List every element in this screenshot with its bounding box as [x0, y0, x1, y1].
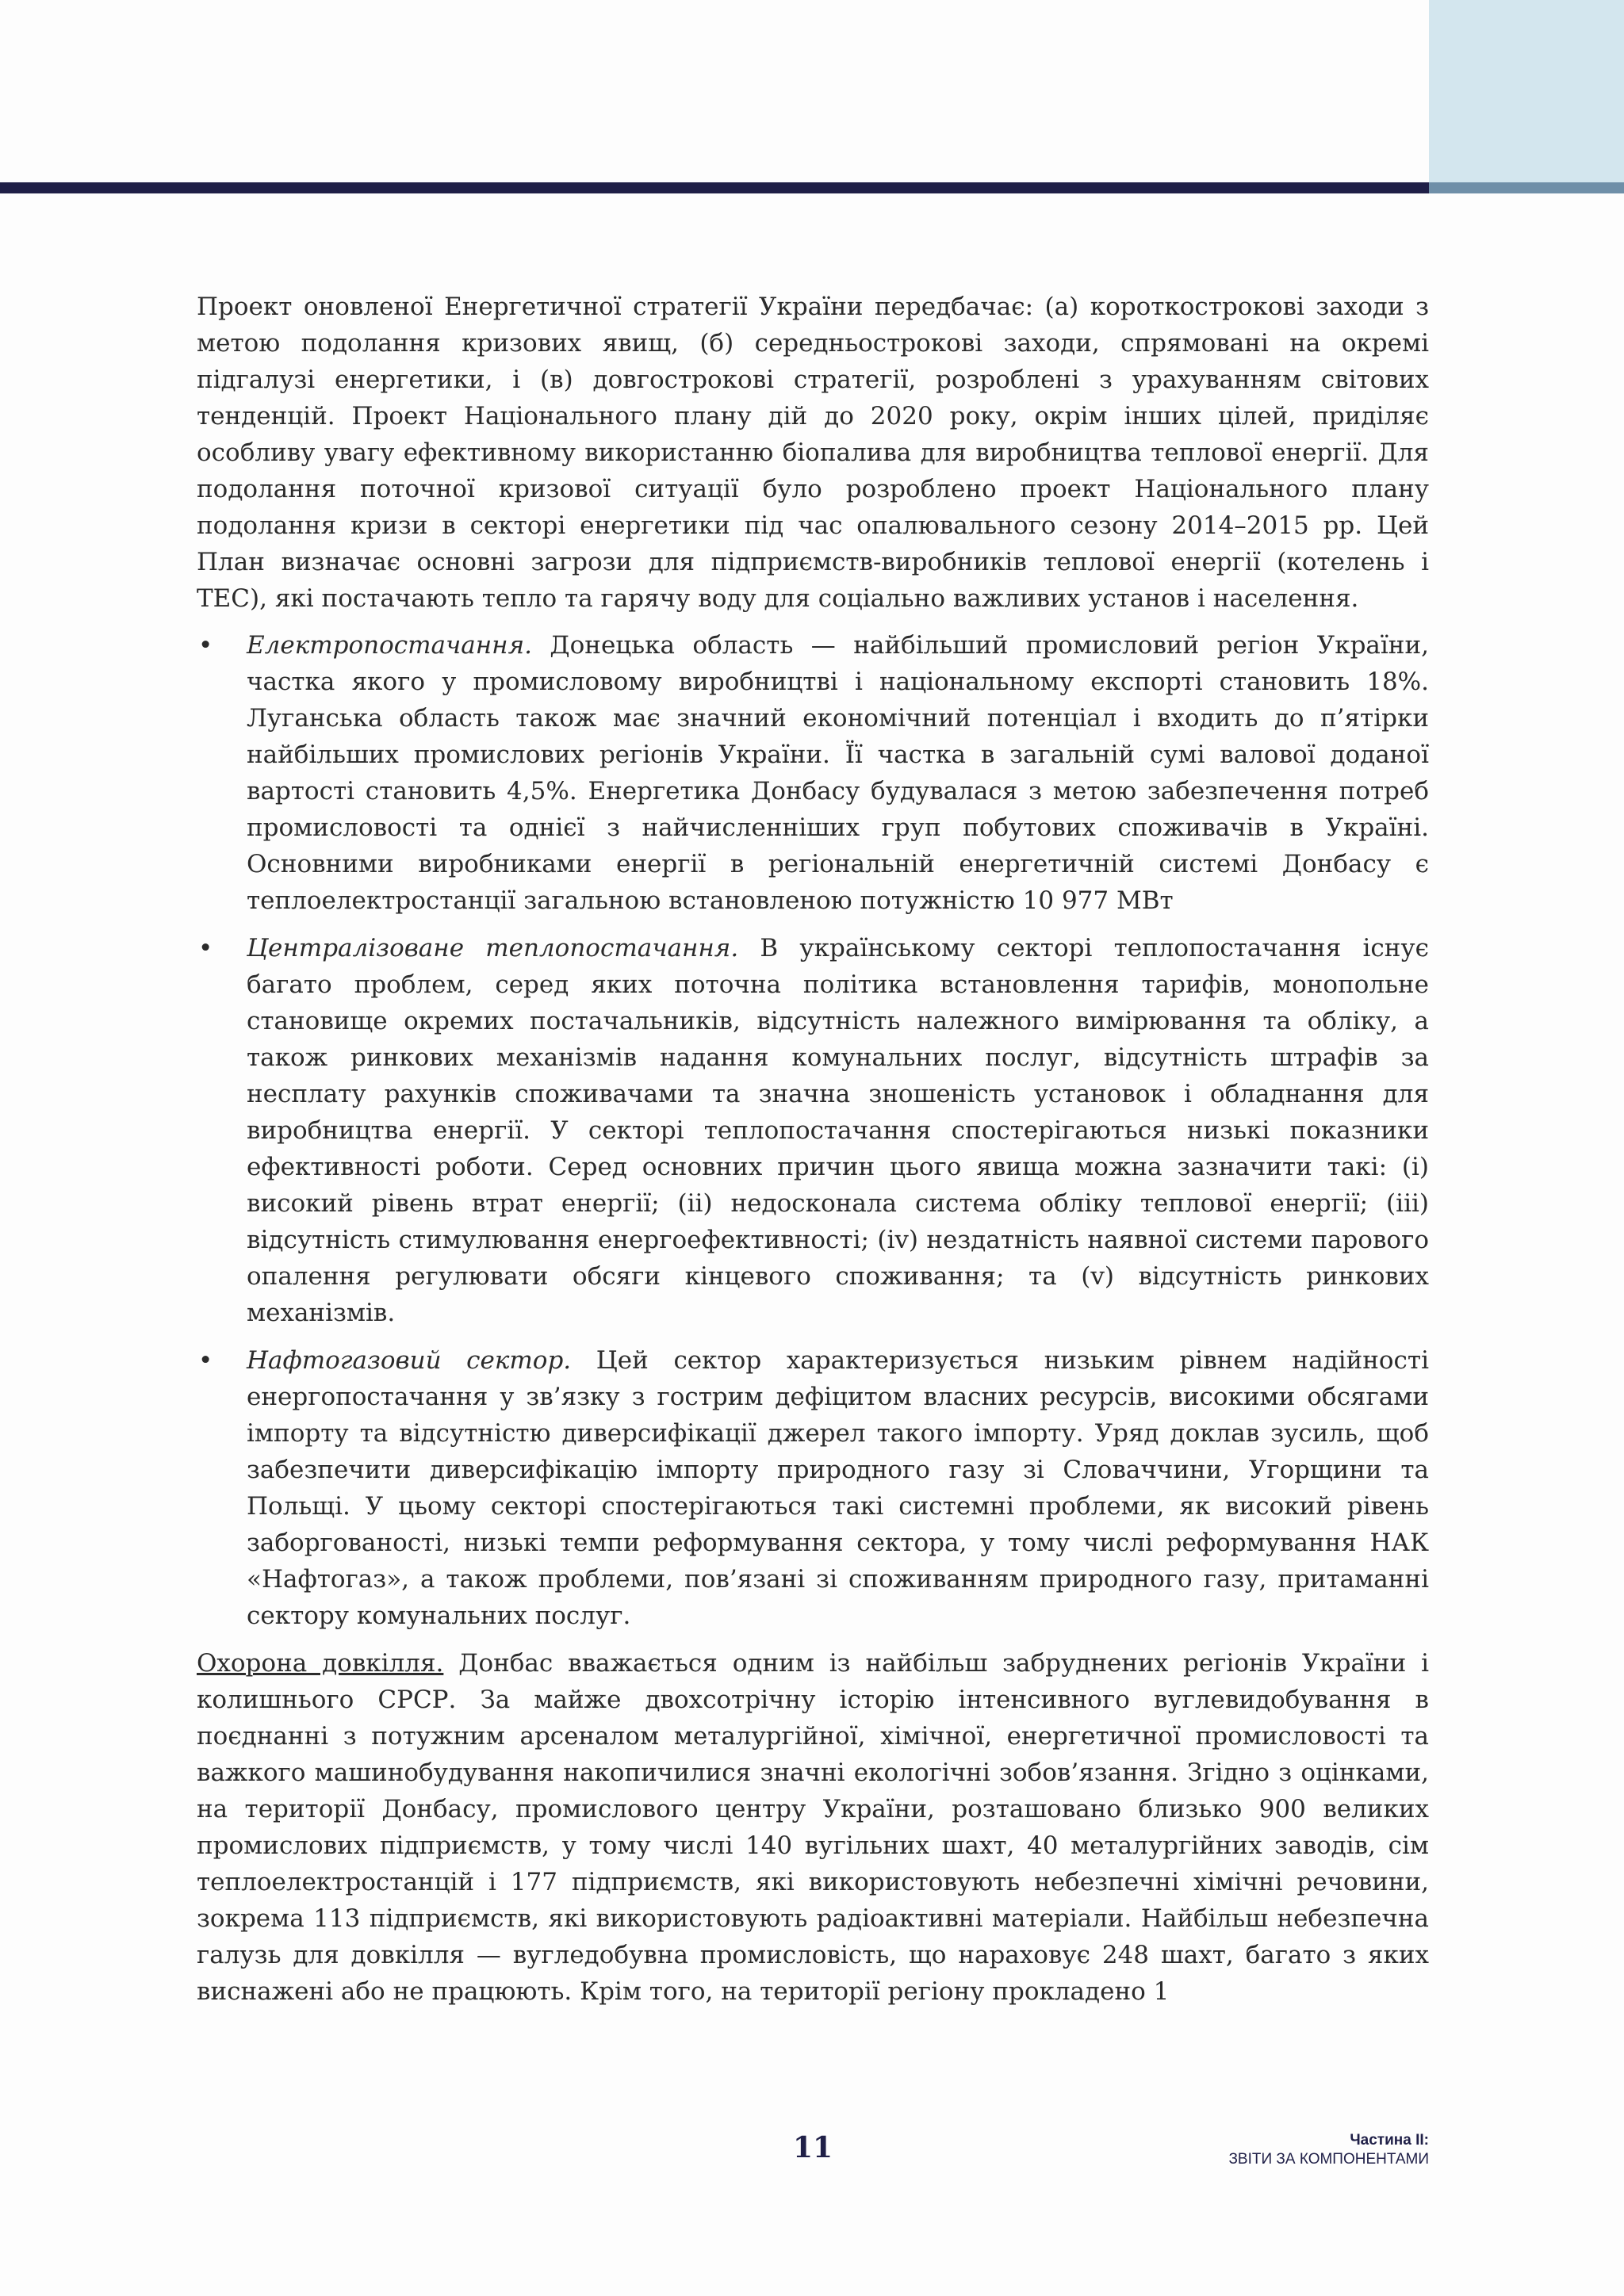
- intro-paragraph: Проект оновленої Енергетичної стратегії України передбачає: (а) короткострокові заходи з метою подолання кризових явищ, (б) середньострокові заходи, спрямовані на окремі підгалузі енергетики, і (в) довгострокові стратегії, розроблені з урахуванням світових тенденцій. Проект Національного плану дій до 2020 року, окрім інших цілей, приділяє особливу увагу ефективному використанню біопалива для виробництва теплової енергії. Для подолання поточної кризової ситуації було розроблено проект Національного плану подолання кризи в секторі енергетики під час опалювального сезону 2014–2015 рр. Цей План визначає основні загрози для підприємств-виробників теплової енергії (котелень і ТЕС), які постачають тепло та гарячу воду для соціально важливих установ і населення.: [197, 293, 1429, 613]
- bullet-icon: •: [198, 631, 213, 660]
- bullet-item-oil-gas: [197, 1342, 1429, 1634]
- page-body: [197, 289, 1429, 2010]
- bullet-lead: Централізоване теплопостачання.: [247, 934, 739, 962]
- bullet-lead: Нафтогазовий сектор.: [247, 1346, 572, 1375]
- page-number: 11: [792, 2131, 833, 2164]
- bullet-item-heating: [197, 930, 1429, 1331]
- bullet-text: Донецька область — найбільший промисловий регіон України, частка якого у промисловому виробництві і національному експорті становить 18%. Луганська область також має значний економічний потенціал і входить до п’ятірки найбільших промислових регіонів України. Її частка в загальній сумі валової доданої вартості становить 4,5%. Енергетика Донбасу будувалася з метою забезпечення потреб промисловості та однієї з найчисленніших груп побутових споживачів в Україні. Основними виробниками енергії в регіональній енергетичній системі Донбасу є теплоелектростанції загальною встановленою потужністю 10 977 МВт: [247, 631, 1429, 915]
- bullet-icon: •: [198, 1346, 213, 1375]
- bullet-lead: Електропостачання.: [247, 631, 532, 660]
- bullet-text: Цей сектор характеризується низьким рівнем надійності енергопостачання у зв’язку з гострим дефіцитом власних ресурсів, високими обсягами імпорту та відсутністю диверсифікації джерел такого імпорту. Уряд доклав зусиль, щоб забезпечити диверсифікацію імпорту природного газу зі Словаччини, Угорщини та Польщі. У цьому секторі спостерігаються такі системні проблеми, як високий рівень заборгованості, низькі темпи реформування сектора, у тому числі реформування НАК «Нафтогаз», а також проблеми, пов’язані зі споживанням природного газу, притаманні сектору комунальних послуг.: [247, 1346, 1429, 1630]
- bullet-text: В українському секторі теплопостачання існує багато проблем, серед яких поточна політика встановлення тарифів, монопольне становище окремих постачальників, відсутність належного вимірювання та обліку, а також ринкових механізмів надання комунальних послуг, відсутність штрафів за несплату рахунків споживачами та значна зношеність установок і обладнання для виробництва енергії. У секторі теплопостачання спостерігаються низькі показники ефективності роботи. Серед основних причин цього явища можна зазначити такі: (i) високий рівень втрат енергії; (ii) недосконала система обліку теплової енергії; (iii) відсутність стимулювання енергоефективності; (iv) нездатність наявної системи парового опалення регулювати обсяги кінцевого споживання; та (v) відсутність ринкових механізмів.: [247, 934, 1429, 1327]
- bullet-icon: •: [198, 934, 213, 962]
- header-rule-accent: [1429, 182, 1624, 193]
- bullet-item-electricity: [197, 627, 1429, 919]
- environment-paragraph: [197, 1645, 1429, 2010]
- environment-heading: Охорона довкілля.: [197, 1649, 444, 1678]
- footer-section-label: [1228, 2131, 1429, 2169]
- bullet-list: [197, 627, 1429, 1634]
- footer-part-label: Частина II:: [1350, 2132, 1429, 2149]
- footer-section-title: ЗВІТИ ЗА КОМПОНЕНТАМИ: [1228, 2151, 1429, 2168]
- environment-text: Донбас вважається одним із найбільш забруднених регіонів України і колишнього СРСР. За майже двохсотрічну історію інтенсивного вуглевидобування в поєднанні з потужним арсеналом металургійної, хімічної, енергетичної промисловості та важкого машинобудування накопичилися значні екологічні зобов’язання. Згідно з оцінками, на території Донбасу, промислового центру України, розташовано близько 900 великих промислових підприємств, у тому числі 140 вугільних шахт, 40 металургійних заводів, сім теплоелектростанцій і 177 підприємств, які використовують небезпечні хімічні речовини, зокрема 113 підприємств, які використовують радіоактивні матеріали. Найбільш небезпечна галузь для довкілля — вугледобувна промисловість, що нараховує 248 шахт, багато з яких виснажені або не працюють. Крім того, на території регіону прокладено 1: [197, 1649, 1430, 2006]
- header-accent-block: [1429, 0, 1624, 182]
- header-rule: [0, 182, 1429, 193]
